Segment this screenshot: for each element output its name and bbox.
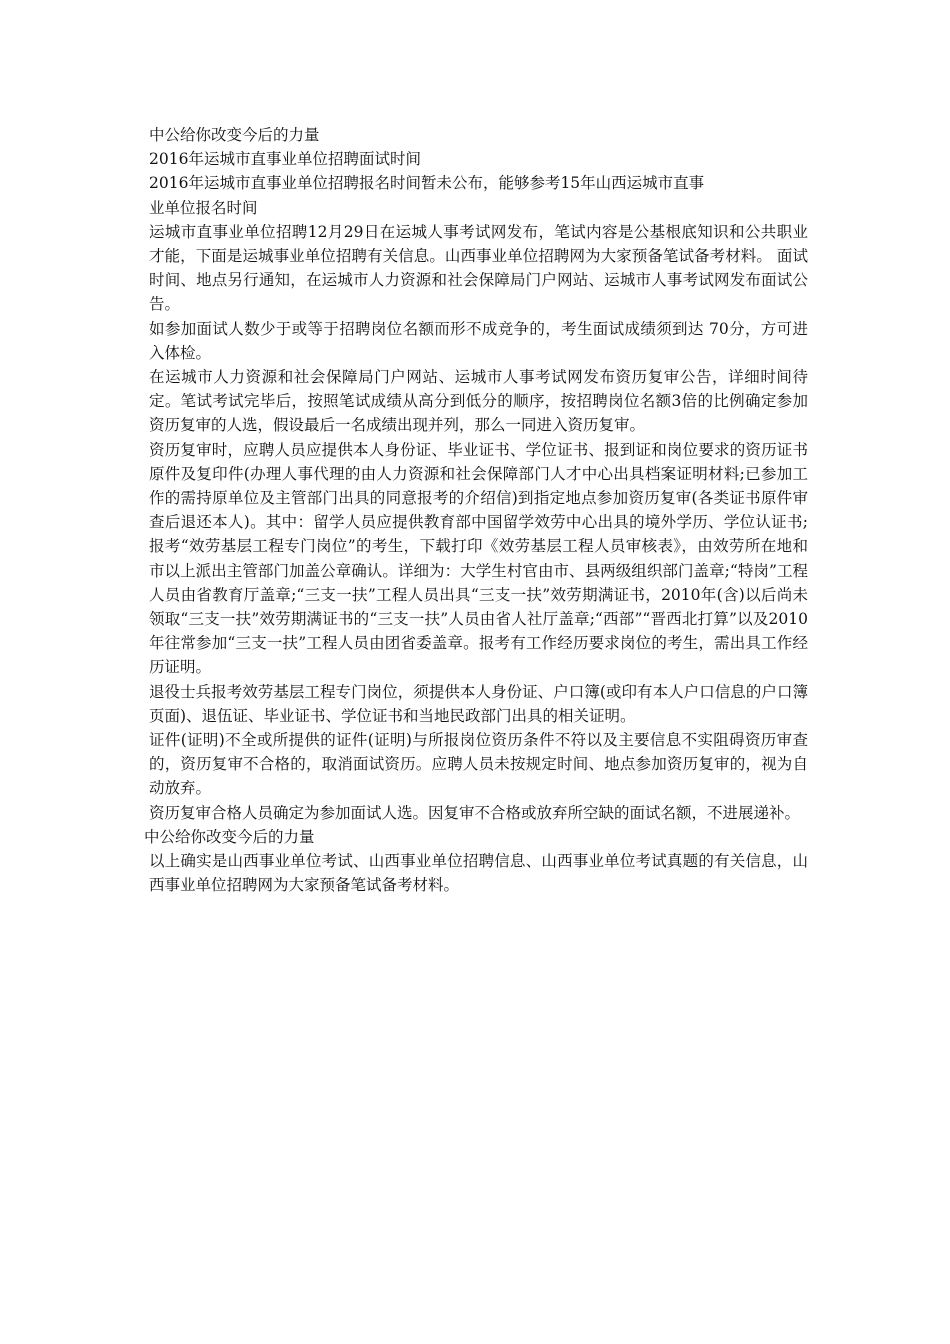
paragraph: 如参加面试人数少于或等于招聘岗位名额而形不成竞争的，考生面试成绩须到达 70分，方可进入体检。 [149,319,808,362]
paragraph: 资历复审合格人员确定为参加面试人选。因复审不合格或放弃所空缺的面试名额，不进展递补。 [149,803,801,822]
page-title: 2016年运城市直事业单位招聘面试时间 [149,150,421,169]
closing-paragraph: 以上确实是山西事业单位考试、山西事业单位招聘信息、山西事业单位考试真题的有关信息，山西事业单位招聘网为大家预备笔试备考材料。 [149,852,808,895]
paragraph: 资历复审时，应聘人员应提供本人身份证、毕业证书、学位证书、报到证和岗位要求的资历证书原件及复印件(办理人事代理的由人力资源和社会保障部门人才中心出具档案证明材料;已参加工作的需持原单位及主管部门出具的同意报考的介绍信)到指定地点参加资历复审(各类证书原件审查后退还本人)。其中：留学人员应提供教育部中国留学效劳中心出具的境外学历、学位认证书;报考“效劳基层工程专门岗位”的考生，下载打印《效劳基层工程人员审核表》，由效劳所在地和市以上派出主管部门加盖公章确认。详细为：大学生村官由市、县两级组织部门盖章;“特岗”工程人员由省教育厅盖章;“三支一扶”工程人员出具“三支一扶”效劳期满证书，2010年(含)以后尚未领取“三支一扶”效劳期满证书的“三支一扶”人员由省人社厅盖章;“西部”“晋西北打算”以及2010年往常参加“三支一扶”工程人员由团省委盖章。报考有工作经历要求岗位的考生，需出具工作经历证明。 [149,440,808,677]
intro-line: 业单位报名时间 [149,198,258,217]
paragraph: 运城市直事业单位招聘12月29日在运城人事考试网发布，笔试内容是公基根底知识和公共职业才能，下面是运城事业单位招聘有关信息。山西事业单位招聘网为大家预备笔试备考材料。 面试时间、地点另行通知，在运城市人力资源和社会保障局门户网站、运城市人事考试网发布面试公告。 [149,222,808,314]
header-line: 中公给你改变今后的力量 [149,126,320,144]
intro-line: 2016年运城市直事业单位招聘报名时间暂未公布，能够参考15年山西运城市直事 [149,174,705,193]
footer-header-line: 中公给你改变今后的力量 [144,827,315,846]
paragraph: 退役士兵报考效劳基层工程专门岗位，须提供本人身份证、户口簿(或印有本人户口信息的户口簿页面)、退伍证、毕业证书、学位证书和当地民政部门出具的相关证明。 [149,682,808,725]
paragraph: 证件(证明)不全或所提供的证件(证明)与所报岗位资历条件不符以及主要信息不实阻碍资历审查的，资历复审不合格的，取消面试资历。应聘人员未按规定时间、地点参加资历复审的，视为自动放弃。 [149,731,808,798]
paragraph: 在运城市人力资源和社会保障局门户网站、运城市人事考试网发布资历复审公告，详细时间待定。笔试考试完毕后，按照笔试成绩从高分到低分的顺序，按招聘岗位名额3倍的比例确定参加资历复审的人选，假设最后一名成绩出现并列，那么一同进入资历复审。 [149,368,808,435]
document-body [144,123,808,898]
